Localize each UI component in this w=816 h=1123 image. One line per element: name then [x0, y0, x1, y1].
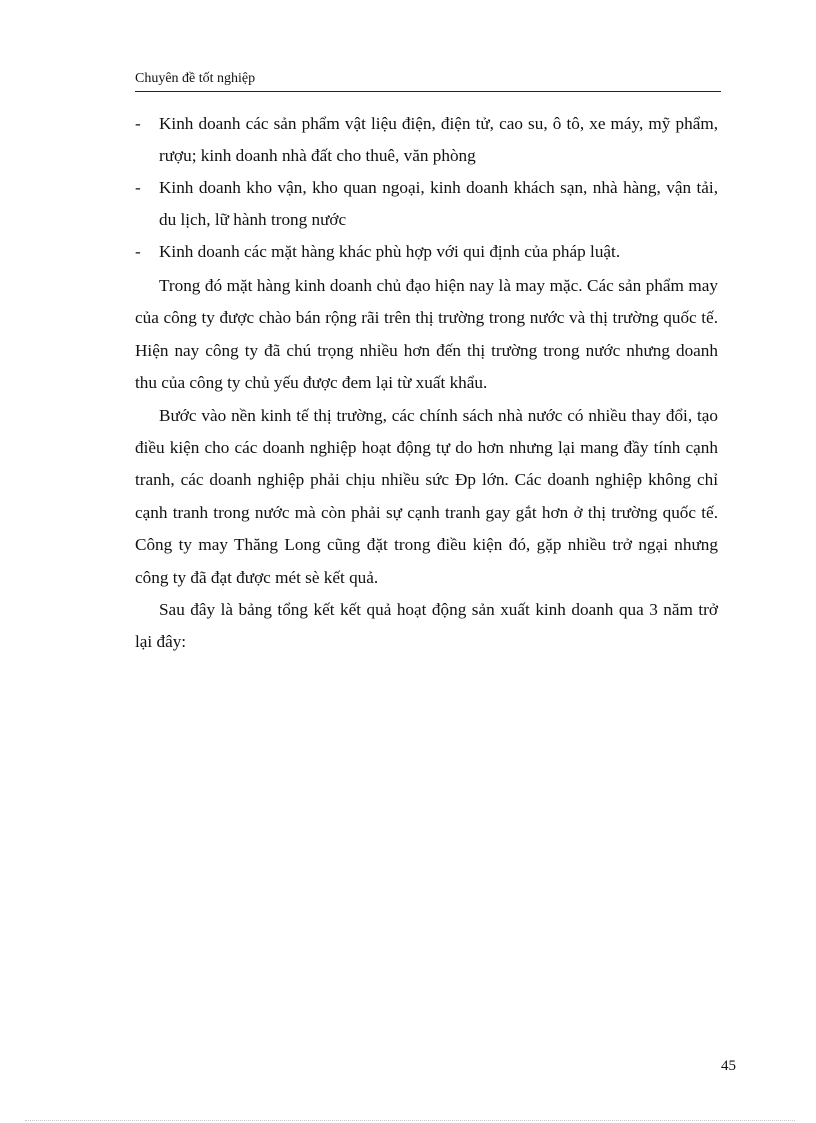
paragraph: Bước vào nền kinh tế thị trường, các chính sách nhà nước có nhiều thay đổi, tạo điều kiện cho các doanh nghiệp hoạt động tự do hơn nhưng lại mang đầy tính cạnh tranh, các doanh nghiệp phải chịu nhiều sức Ðp lớn. Các doanh nghiệp không chỉ cạnh tranh trong nước mà còn phải sự cạnh tranh gay gắt hơn ở thị trường quốc tế. Công ty may Thăng Long cũng đặt trong điều kiện đó, gặp nhiều trở ngại nhưng công ty đã đạt được mét sè kết quả. — [135, 405, 718, 587]
bullet-marker: - — [135, 178, 141, 197]
bullet-text: Kinh doanh kho vận, kho quan ngoại, kinh doanh khách sạn, nhà hàng, vận tải, du lịch, lữ hành trong nước — [159, 178, 718, 229]
bullet-marker: - — [135, 242, 141, 261]
paragraph: Trong đó mặt hàng kinh doanh chủ đạo hiện nay là may mặc. Các sản phẩm may của công ty được chào bán rộng rãi trên thị trường trong nước và thị trường quốc tế. Hiện nay công ty đã chú trọng nhiều hơn đến thị trường trong nước nhưng doanh thu của công ty chủ yếu được đem lại từ xuất khẩu. — [135, 276, 718, 393]
bullet-item — [135, 108, 718, 172]
page-number: 45 — [721, 1058, 736, 1074]
running-header — [135, 68, 721, 92]
bullet-text: Kinh doanh các mặt hàng khác phù hợp với qui định của pháp luật. — [159, 242, 621, 261]
bullet-text: Kinh doanh các sản phẩm vật liệu điện, điện tử, cao su, ô tô, xe máy, mỹ phẩm, rượu; kinh doanh nhà đất cho thuê, văn phòng — [159, 114, 718, 165]
body-text — [135, 108, 718, 659]
bullet-item — [135, 172, 718, 236]
bullet-item — [135, 236, 718, 268]
bullet-marker: - — [135, 114, 141, 133]
paragraph: Sau đây là bảng tổng kết kết quả hoạt động sản xuất kinh doanh qua 3 năm trở lại đây: — [135, 600, 718, 652]
header-title: Chuyên đề tốt nghiệp — [135, 71, 256, 86]
footer-divider — [25, 1120, 795, 1121]
